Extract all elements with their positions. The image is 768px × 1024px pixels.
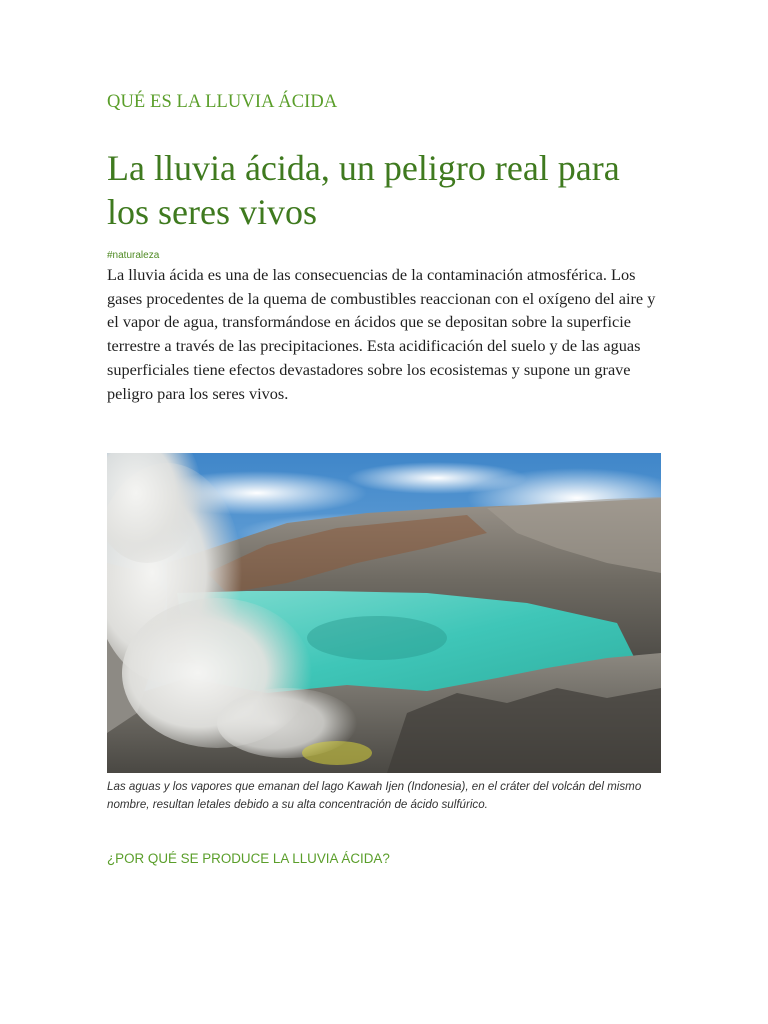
article-headline: La lluvia ácida, un peligro real para los seres vivos: [107, 148, 620, 232]
section-heading: ¿POR QUÉ SE PRODUCE LA LLUVIA ÁCIDA?: [107, 851, 390, 866]
article-kicker: QUÉ ES LA LLUVIA ÁCIDA: [107, 92, 338, 112]
image-caption: Las aguas y los vapores que emanan del lago Kawah Ijen (Indonesia), en el cráter del volcán del mismo nombre, resultan letales debido a su alta concentración de ácido sulfúrico.: [107, 780, 642, 811]
article-tag[interactable]: #naturaleza: [107, 250, 160, 261]
crater-lake-photo: [107, 453, 661, 773]
article-body: La lluvia ácida es una de las consecuencias de la contaminación atmosférica. Los gases procedentes de la quema de combustibles reaccionan con el oxígeno del aire y el vapor de agua, transformándose en ácidos que se depositan sobre la superficie terrestre a través de las precipitaciones. Esta acidificación del suelo y de las aguas superficiales tiene efectos devastadores sobre los ecosistemas y supone un grave peligro para los seres vivos.: [107, 265, 656, 403]
